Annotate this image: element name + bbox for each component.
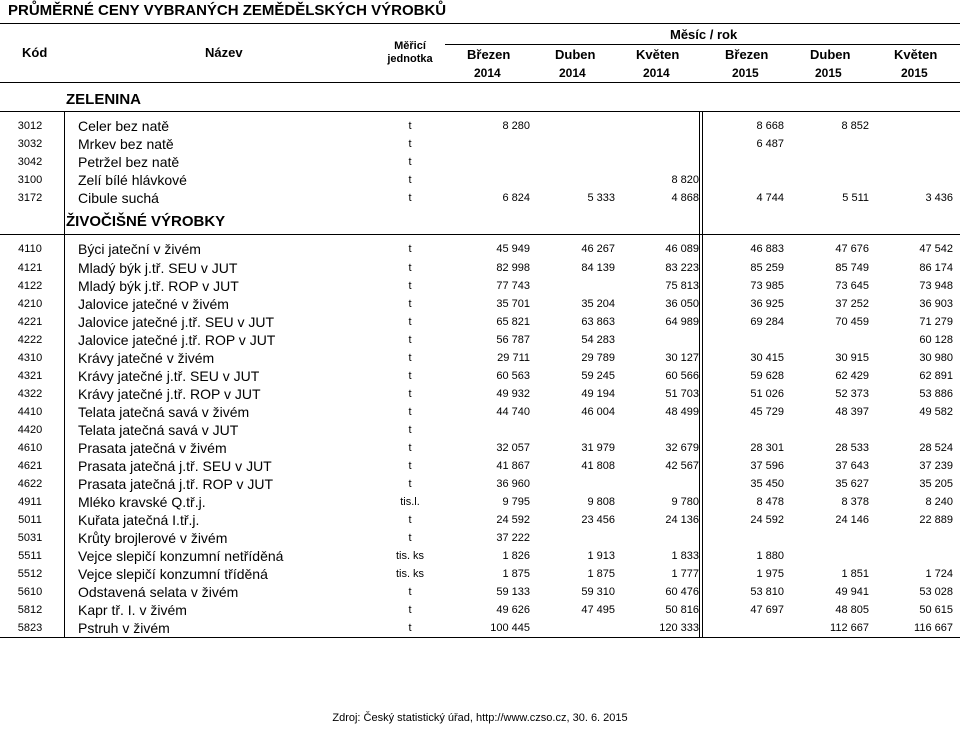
row-value: 49 941 bbox=[835, 586, 869, 598]
row-value: 59 245 bbox=[581, 370, 615, 382]
row-value: 50 615 bbox=[919, 604, 953, 616]
row-unit: t bbox=[408, 460, 412, 472]
row-code: 5512 bbox=[17, 568, 43, 580]
column-divider-code bbox=[64, 111, 65, 637]
row-code: 5823 bbox=[17, 622, 43, 634]
row-unit: t bbox=[408, 138, 412, 150]
row-value: 85 259 bbox=[750, 262, 784, 274]
table-row bbox=[0, 135, 960, 153]
row-value: 45 949 bbox=[496, 243, 530, 255]
row-unit: t bbox=[408, 586, 412, 598]
table-row bbox=[0, 277, 960, 295]
row-unit: t bbox=[408, 388, 412, 400]
row-name: Prasata jatečná j.tř. SEU v JUT bbox=[78, 458, 272, 474]
row-name: Petržel bez natě bbox=[78, 154, 180, 170]
row-code: 4322 bbox=[17, 388, 43, 400]
row-unit: t bbox=[408, 174, 412, 186]
row-value: 8 378 bbox=[841, 496, 869, 508]
row-code: 3172 bbox=[17, 192, 43, 204]
row-value: 32 057 bbox=[496, 442, 530, 454]
row-value: 49 932 bbox=[496, 388, 530, 400]
row-unit: t bbox=[408, 604, 412, 616]
row-value: 3 436 bbox=[925, 192, 953, 204]
header-period: Měsíc / rok bbox=[670, 27, 738, 42]
table-row bbox=[0, 421, 960, 439]
row-code: 5031 bbox=[17, 532, 43, 544]
row-value: 48 397 bbox=[835, 406, 869, 418]
header-unit-line2: jednotka bbox=[387, 53, 433, 65]
row-value: 64 989 bbox=[665, 316, 699, 328]
row-code: 3032 bbox=[17, 138, 43, 150]
row-code: 4420 bbox=[17, 424, 43, 436]
row-value: 1 875 bbox=[587, 568, 615, 580]
row-name: Mrkev bez natě bbox=[78, 136, 174, 152]
row-value: 60 476 bbox=[665, 586, 699, 598]
row-value: 8 280 bbox=[502, 120, 530, 132]
row-value: 4 744 bbox=[756, 192, 784, 204]
header-name: Název bbox=[205, 45, 243, 60]
row-value: 120 333 bbox=[659, 622, 699, 634]
table-row bbox=[0, 493, 960, 511]
row-value: 60 566 bbox=[665, 370, 699, 382]
row-value: 1 913 bbox=[587, 550, 615, 562]
row-value: 9 795 bbox=[502, 496, 530, 508]
row-value: 116 667 bbox=[914, 622, 953, 634]
table-row bbox=[0, 601, 960, 619]
row-name: Mléko kravské Q.tř.j. bbox=[78, 494, 206, 510]
row-value: 28 301 bbox=[750, 442, 784, 454]
table-row bbox=[0, 153, 960, 171]
row-value: 1 826 bbox=[502, 550, 530, 562]
header-col-3-month: Březen bbox=[725, 47, 769, 62]
header-col-0-month: Březen bbox=[467, 47, 511, 62]
row-unit: t bbox=[408, 316, 412, 328]
row-name: Býci jateční v živém bbox=[78, 241, 201, 257]
row-value: 41 867 bbox=[496, 460, 530, 472]
column-divider-period-1 bbox=[699, 111, 700, 637]
row-value: 73 985 bbox=[750, 280, 784, 292]
row-value: 60 563 bbox=[496, 370, 530, 382]
row-code: 4221 bbox=[17, 316, 43, 328]
row-value: 30 415 bbox=[750, 352, 784, 364]
section-title-animal-products: ŽIVOČIŠNÉ VÝROBKY bbox=[66, 213, 226, 230]
row-value: 32 679 bbox=[665, 442, 699, 454]
row-value: 29 789 bbox=[581, 352, 615, 364]
header-col-2-year: 2014 bbox=[643, 66, 670, 80]
row-value: 48 499 bbox=[665, 406, 699, 418]
row-value: 56 787 bbox=[496, 334, 530, 346]
row-value: 31 979 bbox=[581, 442, 615, 454]
row-value: 35 450 bbox=[750, 478, 784, 490]
row-value: 54 283 bbox=[581, 334, 615, 346]
table-row bbox=[0, 367, 960, 385]
row-value: 36 903 bbox=[919, 298, 953, 310]
table-row bbox=[0, 475, 960, 493]
row-value: 6 487 bbox=[756, 138, 784, 150]
table-row bbox=[0, 189, 960, 207]
row-name: Vejce slepičí konzumní tříděná bbox=[78, 566, 268, 582]
table-row bbox=[0, 385, 960, 403]
row-value: 52 373 bbox=[835, 388, 869, 400]
row-value: 63 863 bbox=[581, 316, 615, 328]
row-name: Krávy jatečné j.tř. ROP v JUT bbox=[78, 386, 261, 402]
row-unit: t bbox=[408, 442, 412, 454]
row-name: Kuřata jatečná I.tř.j. bbox=[78, 512, 200, 528]
row-name: Odstavená selata v živém bbox=[78, 584, 239, 600]
row-name: Vejce slepičí konzumní netříděná bbox=[78, 548, 284, 564]
header-col-5-month: Květen bbox=[894, 47, 938, 62]
table-row bbox=[0, 583, 960, 601]
row-value: 46 883 bbox=[750, 243, 784, 255]
row-code: 4122 bbox=[17, 280, 43, 292]
row-unit: t bbox=[408, 406, 412, 418]
row-code: 4222 bbox=[17, 334, 43, 346]
row-value: 77 743 bbox=[496, 280, 530, 292]
row-value: 112 667 bbox=[830, 622, 869, 634]
row-value: 24 136 bbox=[665, 514, 699, 526]
table-row bbox=[0, 511, 960, 529]
row-value: 9 780 bbox=[671, 496, 699, 508]
table-row bbox=[0, 240, 960, 258]
row-value: 62 891 bbox=[919, 370, 953, 382]
row-value: 49 194 bbox=[581, 388, 615, 400]
table-row bbox=[0, 457, 960, 475]
row-unit: t bbox=[408, 622, 412, 634]
row-value: 8 820 bbox=[671, 174, 699, 186]
row-name: Krávy jatečné v živém bbox=[78, 350, 215, 366]
row-value: 36 050 bbox=[665, 298, 699, 310]
row-value: 71 279 bbox=[919, 316, 953, 328]
row-name: Celer bez natě bbox=[78, 118, 170, 134]
table-row bbox=[0, 117, 960, 135]
row-name: Krávy jatečné j.tř. SEU v JUT bbox=[78, 368, 260, 384]
row-code: 5812 bbox=[17, 604, 43, 616]
row-value: 30 915 bbox=[835, 352, 869, 364]
row-unit: t bbox=[408, 262, 412, 274]
row-unit: t bbox=[408, 156, 412, 168]
table-row bbox=[0, 295, 960, 313]
header-col-4-month: Duben bbox=[810, 47, 851, 62]
row-name: Prasata jatečná v živém bbox=[78, 440, 227, 456]
row-value: 5 511 bbox=[842, 192, 869, 204]
row-value: 47 697 bbox=[750, 604, 784, 616]
row-code: 4410 bbox=[17, 406, 43, 418]
row-code: 5511 bbox=[18, 550, 42, 562]
row-value: 65 821 bbox=[496, 316, 530, 328]
row-code: 4321 bbox=[17, 370, 43, 382]
row-value: 53 886 bbox=[919, 388, 953, 400]
row-name: Krůty brojlerové v živém bbox=[78, 530, 228, 546]
row-value: 46 089 bbox=[665, 243, 699, 255]
row-name: Mladý býk j.tř. ROP v JUT bbox=[78, 278, 239, 294]
row-name: Telata jatečná savá v JUT bbox=[78, 422, 239, 438]
row-value: 86 174 bbox=[919, 262, 953, 274]
row-value: 24 592 bbox=[496, 514, 530, 526]
row-value: 45 729 bbox=[750, 406, 784, 418]
row-value: 1 851 bbox=[841, 568, 869, 580]
row-value: 50 816 bbox=[665, 604, 699, 616]
table-row bbox=[0, 171, 960, 189]
row-unit: tis. ks bbox=[395, 568, 425, 580]
row-name: Telata jatečná savá v živém bbox=[78, 404, 250, 420]
row-unit: t bbox=[408, 514, 412, 526]
row-code: 4110 bbox=[18, 243, 42, 255]
row-value: 1 880 bbox=[756, 550, 784, 562]
header-col-5-year: 2015 bbox=[901, 66, 928, 80]
row-value: 1 975 bbox=[756, 568, 784, 580]
row-value: 23 456 bbox=[581, 514, 615, 526]
row-value: 82 998 bbox=[496, 262, 530, 274]
row-unit: t bbox=[408, 280, 412, 292]
row-unit: tis.l. bbox=[400, 496, 420, 508]
row-value: 59 628 bbox=[750, 370, 784, 382]
row-value: 30 980 bbox=[919, 352, 953, 364]
row-value: 37 596 bbox=[750, 460, 784, 472]
table-row bbox=[0, 403, 960, 421]
table-row bbox=[0, 619, 960, 637]
row-value: 8 668 bbox=[756, 120, 784, 132]
row-value: 60 128 bbox=[919, 334, 953, 346]
row-value: 100 445 bbox=[490, 622, 530, 634]
row-value: 47 676 bbox=[835, 243, 869, 255]
row-value: 73 645 bbox=[835, 280, 869, 292]
row-value: 8 852 bbox=[841, 120, 869, 132]
table-bottom-border bbox=[0, 637, 960, 638]
row-value: 24 146 bbox=[835, 514, 869, 526]
table-row bbox=[0, 547, 960, 565]
row-unit: t bbox=[408, 370, 412, 382]
header-col-1-year: 2014 bbox=[559, 66, 586, 80]
row-value: 1 724 bbox=[925, 568, 953, 580]
table-row bbox=[0, 259, 960, 277]
row-unit: t bbox=[408, 478, 412, 490]
row-value: 59 133 bbox=[496, 586, 530, 598]
row-value: 75 813 bbox=[665, 280, 699, 292]
header-col-4-year: 2015 bbox=[815, 66, 842, 80]
table-row bbox=[0, 331, 960, 349]
row-value: 37 643 bbox=[835, 460, 869, 472]
header-col-0-year: 2014 bbox=[474, 66, 501, 80]
row-unit: t bbox=[408, 243, 412, 255]
row-value: 69 284 bbox=[750, 316, 784, 328]
row-value: 49 626 bbox=[496, 604, 530, 616]
row-value: 62 429 bbox=[835, 370, 869, 382]
row-code: 3012 bbox=[17, 120, 43, 132]
row-code: 4622 bbox=[17, 478, 43, 490]
row-value: 37 239 bbox=[919, 460, 953, 472]
row-unit: t bbox=[408, 352, 412, 364]
row-name: Prasata jatečná j.tř. ROP v JUT bbox=[78, 476, 274, 492]
row-value: 47 495 bbox=[581, 604, 615, 616]
row-value: 35 204 bbox=[581, 298, 615, 310]
table-row bbox=[0, 349, 960, 367]
row-name: Pstruh v živém bbox=[78, 620, 170, 636]
row-value: 83 223 bbox=[665, 262, 699, 274]
row-code: 4210 bbox=[17, 298, 43, 310]
row-name: Kapr tř. I. v živém bbox=[78, 602, 187, 618]
row-unit: t bbox=[408, 334, 412, 346]
row-name: Jalovice jatečné j.tř. SEU v JUT bbox=[78, 314, 275, 330]
row-value: 47 542 bbox=[919, 243, 953, 255]
row-value: 8 478 bbox=[756, 496, 784, 508]
row-unit: t bbox=[408, 298, 412, 310]
section-title-vegetables: ZELENINA bbox=[66, 91, 141, 108]
row-value: 53 810 bbox=[750, 586, 784, 598]
row-value: 46 004 bbox=[581, 406, 615, 418]
row-value: 37 252 bbox=[835, 298, 869, 310]
row-code: 4911 bbox=[18, 496, 42, 508]
row-value: 36 960 bbox=[496, 478, 530, 490]
row-value: 22 889 bbox=[919, 514, 953, 526]
header-col-1-month: Duben bbox=[555, 47, 596, 62]
row-code: 4121 bbox=[17, 262, 43, 274]
header-unit bbox=[380, 40, 440, 66]
row-value: 6 824 bbox=[502, 192, 530, 204]
row-value: 49 582 bbox=[919, 406, 953, 418]
row-value: 8 240 bbox=[925, 496, 953, 508]
header-unit-line1: Měřicí bbox=[394, 40, 426, 52]
row-unit: tis. ks bbox=[395, 550, 425, 562]
row-code: 5011 bbox=[18, 514, 42, 526]
row-unit: t bbox=[408, 192, 412, 204]
row-unit: t bbox=[408, 532, 412, 544]
table-row bbox=[0, 439, 960, 457]
source-note: Zdroj: Český statistický úřad, http://www.czso.cz, 30. 6. 2015 bbox=[332, 712, 628, 724]
header-col-2-month: Květen bbox=[636, 47, 680, 62]
row-value: 35 627 bbox=[835, 478, 869, 490]
row-unit: t bbox=[408, 120, 412, 132]
header-code: Kód bbox=[22, 45, 48, 60]
row-value: 84 139 bbox=[581, 262, 615, 274]
row-name: Jalovice jatečné v živém bbox=[78, 296, 229, 312]
row-value: 28 524 bbox=[919, 442, 953, 454]
row-name: Zelí bílé hlávkové bbox=[78, 172, 187, 188]
row-value: 1 833 bbox=[671, 550, 699, 562]
row-value: 53 028 bbox=[919, 586, 953, 598]
row-value: 24 592 bbox=[750, 514, 784, 526]
row-code: 3042 bbox=[17, 156, 43, 168]
row-value: 35 701 bbox=[496, 298, 530, 310]
row-value: 35 205 bbox=[919, 478, 953, 490]
row-value: 51 026 bbox=[750, 388, 784, 400]
row-value: 42 567 bbox=[665, 460, 699, 472]
row-unit: t bbox=[408, 424, 412, 436]
row-value: 4 868 bbox=[671, 192, 699, 204]
table-row bbox=[0, 313, 960, 331]
row-value: 9 808 bbox=[587, 496, 615, 508]
column-divider-period-2 bbox=[702, 111, 703, 637]
row-code: 3100 bbox=[17, 174, 43, 186]
row-code: 4621 bbox=[17, 460, 43, 472]
table-row bbox=[0, 565, 960, 583]
page-title: PRŮMĚRNÉ CENY VYBRANÝCH ZEMĚDĚLSKÝCH VÝROBKŮ bbox=[8, 2, 447, 19]
row-value: 1 875 bbox=[502, 568, 530, 580]
row-value: 5 333 bbox=[587, 192, 615, 204]
row-value: 1 777 bbox=[671, 568, 699, 580]
row-name: Cibule suchá bbox=[78, 190, 159, 206]
row-value: 36 925 bbox=[750, 298, 784, 310]
header-col-3-year: 2015 bbox=[732, 66, 759, 80]
row-value: 30 127 bbox=[665, 352, 699, 364]
table-row bbox=[0, 529, 960, 547]
row-value: 73 948 bbox=[919, 280, 953, 292]
row-name: Jalovice jatečné j.tř. ROP v JUT bbox=[78, 332, 276, 348]
row-value: 70 459 bbox=[835, 316, 869, 328]
row-code: 4610 bbox=[17, 442, 43, 454]
row-value: 59 310 bbox=[581, 586, 615, 598]
row-value: 28 533 bbox=[835, 442, 869, 454]
row-value: 51 703 bbox=[665, 388, 699, 400]
row-value: 44 740 bbox=[496, 406, 530, 418]
row-value: 29 711 bbox=[497, 352, 530, 364]
row-value: 46 267 bbox=[581, 243, 615, 255]
row-value: 41 808 bbox=[581, 460, 615, 472]
row-value: 37 222 bbox=[496, 532, 530, 544]
row-value: 48 805 bbox=[835, 604, 869, 616]
row-value: 85 749 bbox=[835, 262, 869, 274]
row-code: 4310 bbox=[17, 352, 43, 364]
row-name: Mladý býk j.tř. SEU v JUT bbox=[78, 260, 238, 276]
row-code: 5610 bbox=[17, 586, 43, 598]
